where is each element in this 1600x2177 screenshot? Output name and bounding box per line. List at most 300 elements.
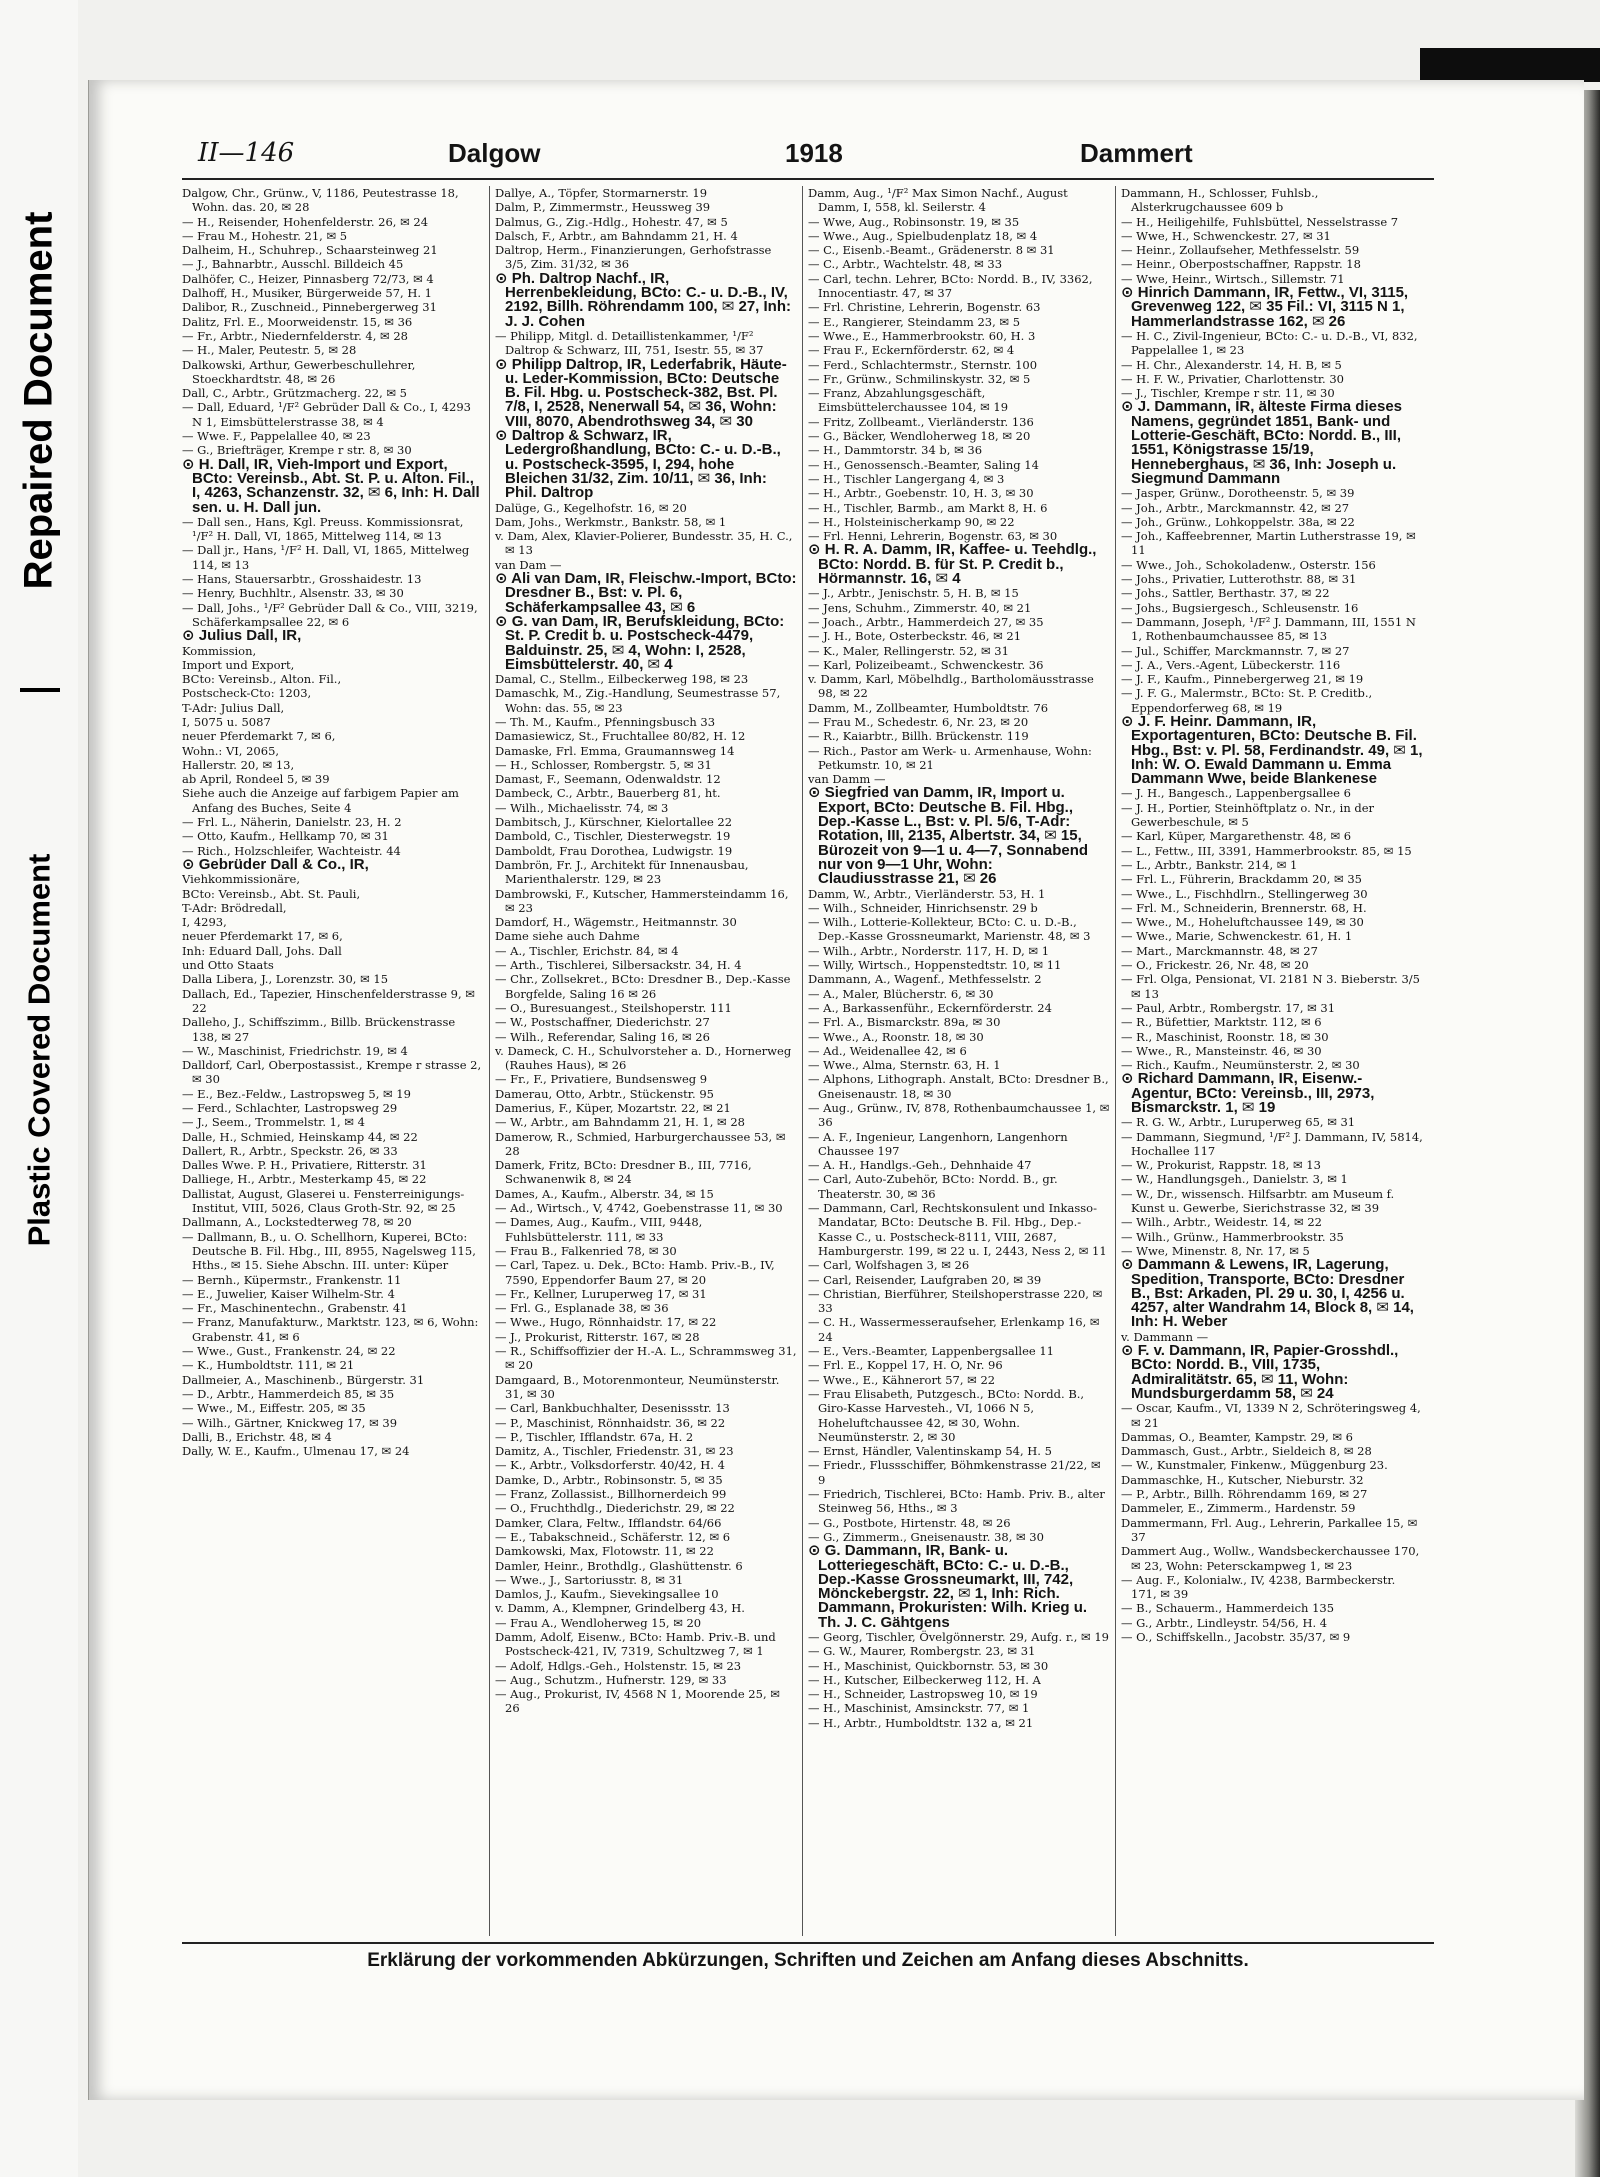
- directory-entry: Damgaard, B., Motorenmonteur, Neumünsterstr. 31, ✉ 30: [495, 1372, 780, 1401]
- directory-entry: T-Adr: Julius Dall,: [182, 700, 285, 715]
- directory-entry: Damboldt, Frau Dorothea, Ludwigstr. 19: [495, 843, 733, 858]
- directory-entry: — Fr., F., Privatiere, Bundsensweg 9: [495, 1072, 708, 1087]
- directory-entry: — Wwe. F., Pappelallee 40, ✉ 23: [182, 429, 371, 444]
- directory-entry: — Paul, Arbtr., Rombergstr. 17, ✉ 31: [1121, 1000, 1336, 1015]
- directory-entry: — Fr., Grünw., Schmilinskystr. 32, ✉ 5: [808, 371, 1031, 386]
- directory-entry: Hallerstr. 20, ✉ 13,: [182, 757, 295, 772]
- directory-entry: — H., Tischler, Barmb., am Markt 8, H. 6: [808, 500, 1048, 515]
- directory-entry: — Wilh., Lotterie-Kollekteur, BCto: C. u. D.-B., Dep.-Kasse Grossneumarkt, Marienstr. 48, ✉ 3: [808, 915, 1091, 944]
- directory-entry: Inh: Eduard Dall, Johs. Dall: [182, 943, 342, 958]
- directory-entry: — Frl. Christine, Lehrerin, Bogenstr. 63: [808, 300, 1041, 315]
- directory-entry: — E., Bez.-Feldw., Lastropsweg 5, ✉ 19: [182, 1086, 411, 1101]
- directory-entry: — Frl. G., Esplanade 38, ✉ 36: [495, 1301, 669, 1316]
- directory-entry: Dalüge, G., Kegelhofstr. 16, ✉ 20: [495, 500, 687, 515]
- directory-entry: ⊙ G. Dammann, IR, Bank- u. Lotteriegeschäft, BCto: C.- u. D.-B., Dep.-Kasse Grossneumarkt, III, 742, Mönckebergstr. 22, ✉ 1, Inh: Rich. Dammann, Prokuristen: Wilh. Krieg u. Th. J. C. Gähtgens: [808, 1542, 1088, 1631]
- directory-entry: neuer Pferdemarkt 17, ✉ 6,: [182, 929, 343, 944]
- repaired-document-label: [0, 120, 78, 680]
- directory-entry: — Wwe., Gust., Frankenstr. 24, ✉ 22: [182, 1344, 396, 1359]
- directory-entry: — Karl, Küper, Margarethenstr. 48, ✉ 6: [1121, 829, 1352, 844]
- directory-entry: — Wwe., E., Kähnerort 57, ✉ 22: [808, 1372, 996, 1387]
- directory-entry: — Fritz, Zollbeamt., Vierländerstr. 136: [808, 414, 1034, 429]
- directory-entry: — Frl. A., Bismarckstr. 89a, ✉ 30: [808, 1015, 1001, 1030]
- directory-entry: — Heinr., Zollaufseher, Methfesselstr. 59: [1121, 243, 1360, 258]
- directory-entry: — Wwe., R., Mansteinstr. 46, ✉ 30: [1121, 1043, 1322, 1058]
- directory-entry: — Frau A., Wendloherweg 15, ✉ 20: [495, 1615, 702, 1630]
- directory-entry: Dames, A., Kaufm., Alberstr. 34, ✉ 15: [495, 1186, 714, 1201]
- directory-entry: I, 5075 u. 5087: [182, 714, 271, 729]
- directory-entry: — Wwe., M., Eiffestr. 205, ✉ 35: [182, 1401, 366, 1416]
- directory-entry: — Aug., Schutzm., Hufnerstr. 129, ✉ 33: [495, 1672, 727, 1687]
- directory-entry: Dallach, Ed., Tapezier, Hinschenfelderstrasse 9, ✉ 22: [182, 986, 475, 1015]
- directory-entry: — Jasper, Grünw., Dorotheenstr. 5, ✉ 39: [1121, 486, 1355, 501]
- directory-entry: — H., Reisender, Hohenfelderstr. 26, ✉ 24: [182, 214, 429, 229]
- directory-entry: — Wilh., Grünw., Hammerbrookstr. 35: [1121, 1229, 1344, 1244]
- directory-entry: Dallmann, A., Lockstedterweg 78, ✉ 20: [182, 1215, 412, 1230]
- directory-entry: Dambeck, C., Arbtr., Bauerberg 81, ht.: [495, 786, 721, 801]
- directory-entry: BCto: Vereinsb., Alton. Fil.,: [182, 672, 342, 687]
- directory-entry: — Karl, Polizeibeamt., Schwenckestr. 36: [808, 657, 1044, 672]
- directory-entry: — Dall, Eduard, ¹/F² Gebrüder Dall & Co., I, 4293 N 1, Eimsbüttelerstrasse 38, ✉ 4: [182, 400, 471, 429]
- directory-entry: Dammaschke, H., Kutscher, Nieburstr. 32: [1121, 1472, 1364, 1487]
- directory-entry: — Dammann, Siegmund, ¹/F² J. Dammann, IV, 5814, Hochallee 117: [1121, 1129, 1423, 1158]
- directory-entry: ⊙ H. Dall, IR, Vieh-Import und Export, BCto: Vereinsb., Abt. St. P. u. Alton. Fil., I, 4263, Schanzenstr. 32, ✉ 6, Inh: H. Dall sen. u. H. Dall jun.: [182, 455, 480, 516]
- directory-entry: — A. F., Ingenieur, Langenhorn, Langenhorn Chaussee 197: [808, 1129, 1068, 1158]
- directory-entry: — Wwe., Hugo, Rönnhaidstr. 17, ✉ 22: [495, 1315, 717, 1330]
- directory-entry: — Oscar, Kaufm., VI, 1339 N 2, Schröteringsweg 4, ✉ 21: [1121, 1401, 1421, 1430]
- column-divider: [489, 186, 490, 1936]
- sidebar-label-strip: [0, 0, 78, 2177]
- directory-entry: — Joach., Arbtr., Hammerdeich 27, ✉ 35: [808, 614, 1044, 629]
- directory-entry: Dalmus, G., Zig.-Hdlg., Hohestr. 47, ✉ 5: [495, 214, 728, 229]
- directory-entry: — Wilh., Arbtr., Weidestr. 14, ✉ 22: [1121, 1215, 1322, 1230]
- directory-entry: ⊙ Philipp Daltrop, IR, Lederfabrik, Häute- u. Leder-Kommission, BCto: Deutsche B. Fil. Hbg. u. Postscheck-382, Bst. Pl. 7/8, I, 2528, Nenerwall 54, ✉ 36, Wohn: VIII, 8070, Abendrothsweg 34, ✉ 30: [495, 355, 787, 430]
- directory-entry: — Dall jr., Hans, ¹/F² H. Dall, VI, 1865, Mittelweg 114, ✉ 13: [182, 543, 470, 572]
- directory-entry: — Wilh., Schneider, Hinrichsenstr. 29 b: [808, 900, 1038, 915]
- directory-entry: Dalle, H., Schmied, Heinskamp 44, ✉ 22: [182, 1129, 418, 1144]
- directory-entry: T-Adr: Brödredall,: [182, 900, 287, 915]
- directory-entry: — H. F. W., Privatier, Charlottenstr. 30: [1121, 371, 1345, 386]
- directory-entry: v. Dam, Alex, Klavier-Polierer, Bundesstr. 35, H. C., ✉ 13: [495, 529, 793, 558]
- directory-entry: Damlos, J., Kaufm., Sievekingsallee 10: [495, 1587, 719, 1602]
- directory-entry: — Wwe, Heinr., Wirtsch., Sillemstr. 71: [1121, 271, 1345, 286]
- directory-entry: Dalleho, J., Schiffszimm., Billb. Brückenstrasse 138, ✉ 27: [182, 1015, 456, 1044]
- directory-entry: — Frau B., Falkenried 78, ✉ 30: [495, 1243, 677, 1258]
- directory-entry: — Rich., Holzschleifer, Wachteistr. 44: [182, 843, 401, 858]
- directory-entry: Dalliege, H., Arbtr., Mesterkamp 45, ✉ 22: [182, 1172, 427, 1187]
- directory-entry: — Otto, Kaufm., Hellkamp 70, ✉ 31: [182, 829, 389, 844]
- header-rule: [182, 178, 1434, 180]
- directory-entry: ⊙ J. F. Heinr. Dammann, IR, Exportagenturen, BCto: Deutsche B. Fil. Hbg., Bst: v. Pl. 58, Ferdinandstr. 49, ✉ 1, Inh: W. O. Ewald Dammann u. Emma Dammann Wwe, beide Blankenese: [1121, 712, 1423, 788]
- directory-entry: — H., Arbtr., Goebenstr. 10, H. 3, ✉ 30: [808, 486, 1034, 501]
- directory-entry: ⊙ Siegfried van Damm, IR, Import u. Export, BCto: Deutsche B. Fil. Hbg., Dep.-Kasse L., Bst: v. Pl. 5/6, T-Adr: Rotation, III, 2135, Albertstr. 34, ✉ 15, Bürozeit von 9—1 u. 4—7, Sonnabend nur von 9—1 Uhr, Wohn: Claudiusstrasse 21, ✉ 26: [808, 784, 1089, 888]
- directory-entry: — Wwe., Aug., Spielbudenplatz 18, ✉ 4: [808, 228, 1038, 243]
- directory-entry: Damerk, Fritz, BCto: Dresdner B., III, 7716, Schwanenwik 8, ✉ 24: [495, 1158, 752, 1187]
- directory-entry: Postscheck-Cto: 1203,: [182, 686, 312, 701]
- directory-entry: — Dammann, Carl, Rechtskonsulent und Inkasso-Mandatar, BCto: Deutsche B. Fil. Hbg., Dep.-Kasse C., u. Postscheck-8111, VIII, 2687, Hamburgerstr. 199, ✉ 22 u. I, 2443, Ness 2, ✉ 11: [808, 1201, 1107, 1258]
- directory-entry: — Friedrich, Tischlerei, BCto: Hamb. Priv. B., alter Steinweg 56, Hths., ✉ 3: [808, 1487, 1105, 1516]
- directory-entry: — A. H., Handlgs.-Geh., Dehnhaide 47: [808, 1158, 1032, 1173]
- directory-entry: Dambrowski, F., Kutscher, Hammersteindamm 16, ✉ 23: [495, 886, 789, 915]
- directory-entry: — W., Arbtr., am Bahndamm 21, H. 1, ✉ 28: [495, 1115, 745, 1130]
- directory-entry: — A., Tischler, Erichstr. 84, ✉ 4: [495, 943, 679, 958]
- directory-entry: — R., Schiffsoffizier der H.-A. L., Schrammsweg 31, ✉ 20: [495, 1344, 797, 1373]
- directory-entry: — H., Schneider, Lastropsweg 10, ✉ 19: [808, 1687, 1038, 1702]
- directory-entry: — H., Holsteinischerkamp 90, ✉ 22: [808, 514, 1015, 529]
- directory-entry: — B., Schauerm., Hammerdeich 135: [1121, 1601, 1335, 1616]
- directory-entry: Damerau, Otto, Arbtr., Stückenstr. 95: [495, 1086, 714, 1101]
- directory-entry: — Adolf, Hdlgs.-Geh., Holstenstr. 15, ✉ 23: [495, 1658, 742, 1673]
- directory-entry: v. Dammann —: [1121, 1329, 1209, 1344]
- directory-entry: — Friedr., Flussschiffer, Böhmkenstrasse 21/22, ✉ 9: [808, 1458, 1101, 1487]
- directory-entry: Damm, M., Zollbeamter, Humboldtstr. 76: [808, 700, 1049, 715]
- directory-entry: ⊙ Dammann & Lewens, IR, Lagerung, Spedition, Transporte, BCto: Dresdner B., Bst: Arkaden, Pl. 29 u. 30, I, 4256 u. 4257, alter Wandrahm 14, Block 8, ✉ 14, Inh: H. Weber: [1121, 1256, 1414, 1331]
- directory-entry: Damerius, F., Küper, Mozartstr. 22, ✉ 21: [495, 1101, 731, 1115]
- directory-entry: — Frl. L., Näherin, Danielstr. 23, H. 2: [182, 815, 402, 830]
- directory-entry: — Frau M., Hohestr. 21, ✉ 5: [182, 228, 348, 243]
- directory-entry: — Alphons, Lithograph. Anstalt, BCto: Dresdner B., Gneisenaustr. 18, ✉ 30: [808, 1072, 1109, 1101]
- directory-entry: — Carl, Wolfshagen 3, ✉ 26: [808, 1258, 970, 1273]
- directory-entry: — E., Tabakschneid., Schäferstr. 12, ✉ 6: [495, 1529, 731, 1544]
- directory-entry: — R., Kaiarbtr., Billh. Brückenstr. 119: [808, 729, 1029, 744]
- directory-entry: — H., Maschinist, Quickbornstr. 53, ✉ 30: [808, 1658, 1049, 1673]
- repaired-document-text: Repaired Document: [16, 211, 61, 589]
- directory-entry: ⊙ Gebrüder Dall & Co., IR,: [182, 855, 369, 873]
- directory-entry: und Otto Staats: [182, 958, 274, 973]
- directory-entry: ⊙ F. v. Dammann, IR, Papier-Grosshdl., BCto: Nordd. B., VIII, 1735, Admiralitätstr. 65, ✉ 11, Wohn: Mundsburgerdamm 58, ✉ 24: [1121, 1342, 1399, 1402]
- header-left-word: Dalgow: [448, 138, 541, 168]
- directory-entry: — H., Kutscher, Eilbeckerweg 112, H. A: [808, 1672, 1041, 1687]
- directory-entry: van Damm —: [808, 772, 886, 787]
- directory-entry: — H., Arbtr., Humboldtstr. 132 a, ✉ 21: [808, 1715, 1034, 1730]
- directory-entry: Damm, Aug., ¹/F² Max Simon Nachf., August Damm, I, 558, kl. Seilerstr. 4: [808, 186, 1068, 215]
- directory-entry: — K., Arbtr., Volksdorferstr. 40/42, H. 4: [495, 1458, 725, 1473]
- directory-entry: Kommission,: [182, 643, 257, 658]
- directory-entry: Dambitsch, J., Kürschner, Kielortallee 22: [495, 815, 733, 830]
- directory-entry: v. Dameck, C. H., Schulvorsteher a. D., Hornerweg (Rauhes Haus), ✉ 26: [495, 1043, 792, 1073]
- directory-entry: Dallistat, August, Glaserei u. Fensterreinigungs-Institut, VIII, 5026, Claus Groth-Str. 92, ✉ 25: [182, 1186, 465, 1216]
- directory-entry: — J. H., Bangesch., Lappenbergsallee 6: [1121, 786, 1351, 801]
- directory-entry: — J. F. G., Malermstr., BCto: St. P. Creditb., Eppendorferweg 68, ✉ 19: [1121, 686, 1373, 715]
- directory-entry: — Carl, Bankbuchhalter, Desenissstr. 13: [495, 1401, 730, 1416]
- directory-entry: Dalsch, F., Arbtr., am Bahndamm 21, H. 4: [495, 228, 738, 243]
- directory-entry: — Frl. Henni, Lehrerin, Bogenstr. 63, ✉ 30: [808, 529, 1058, 544]
- directory-entry: Damm, Adolf, Eisenw., BCto: Hamb. Priv.-B. und Postscheck-421, IV, 7319, Schultzweg 7, ✉ 1: [495, 1629, 776, 1659]
- directory-entry: Dalitz, Frl. E., Moorweidenstr. 15, ✉ 36: [182, 314, 413, 329]
- directory-entry: ⊙ Julius Dall, IR,: [182, 627, 302, 645]
- directory-entry: — J., Prokurist, Ritterstr. 167, ✉ 28: [495, 1329, 700, 1344]
- directory-entry: Damdorf, H., Wägemstr., Heitmannstr. 30: [495, 915, 737, 930]
- header-right-word: Dammert: [1080, 138, 1193, 168]
- directory-entry: — J., Seem., Trommelstr. 1, ✉ 4: [182, 1115, 365, 1130]
- directory-entry: — Jens, Schuhm., Zimmerstr. 40, ✉ 21: [808, 600, 1032, 615]
- directory-entry: Damler, Heinr., Brothdlg., Glashüttenstr. 6: [495, 1558, 743, 1573]
- directory-entry: — H. C., Zivil-Ingenieur, BCto: C.- u. D.-B., VI, 832, Pappelallee 1, ✉ 23: [1121, 328, 1418, 358]
- directory-entry: — Carl, techn. Lehrer, BCto: Nordd. B., IV, 3362, Innocentiastr. 47, ✉ 37: [808, 271, 1093, 301]
- directory-entry: — Wwe., Marie, Schwenckestr. 61, H. 1: [1121, 929, 1353, 944]
- directory-entry: — R. G. W., Arbtr., Luruperweg 65, ✉ 31: [1121, 1115, 1356, 1130]
- directory-entry: Daltrop, Herm., Finanzierungen, Gerhofstrasse 3/5, Zim. 31/32, ✉ 36: [495, 243, 772, 272]
- directory-entry: Dalles Wwe. P. H., Privatiere, Ritterstr. 31: [182, 1158, 427, 1173]
- directory-entry: — Arth., Tischlerei, Silbersackstr. 34, H. 4: [495, 958, 742, 973]
- directory-entry: Damal, C., Stellm., Eilbeckerweg 198, ✉ 23: [495, 672, 749, 687]
- directory-entry: — Johs., Privatier, Lutterothstr. 88, ✉ 31: [1121, 572, 1357, 587]
- directory-entry: — G., Bäcker, Wendloherweg 18, ✉ 20: [808, 429, 1031, 444]
- directory-entry: — Frau M., Schedestr. 6, Nr. 23, ✉ 20: [808, 714, 1029, 729]
- directory-entry: — Joh., Arbtr., Marckmannstr. 42, ✉ 27: [1121, 500, 1350, 515]
- directory-entry: — L., Fettw., III, 3391, Hammerbrookstr. 85, ✉ 15: [1121, 843, 1412, 858]
- directory-entry: Damerow, R., Schmied, Harburgerchaussee 53, ✉ 28: [495, 1129, 786, 1158]
- directory-entry: Damaschk, M., Zig.-Handlung, Seumestrasse 57, Wohn: das. 55, ✉ 23: [495, 686, 781, 715]
- footer-rule: [182, 1942, 1434, 1944]
- directory-entry: — Frl. Olga, Pensionat, VI. 2181 N 3. Bieberstr. 3/5 ✉ 13: [1121, 972, 1420, 1001]
- directory-entry: Dalm, P., Zimmermstr., Heussweg 39: [495, 200, 711, 215]
- directory-entry: — Ferd., Schlachtermstr., Sternstr. 100: [808, 357, 1038, 372]
- directory-entry: — Wilh., Arbtr., Norderstr. 117, H. D, ✉ 1: [808, 943, 1050, 958]
- directory-entry: — W., Maschinist, Friedrichstr. 19, ✉ 4: [182, 1043, 408, 1058]
- directory-entry: Dalhoff, H., Musiker, Bürgerweide 57, H. 1: [182, 286, 433, 301]
- directory-entry: — C., Arbtr., Wachtelstr. 48, ✉ 33: [808, 257, 1003, 272]
- directory-entry: Dally, W. E., Kaufm., Ulmenau 17, ✉ 24: [182, 1444, 410, 1459]
- directory-entry: — Carl, Tapez. u. Dek., BCto: Hamb. Priv.-B., IV, 7590, Eppendorfer Baum 27, ✉ 20: [495, 1258, 775, 1287]
- directory-entry: I, 4293,: [182, 915, 227, 930]
- directory-entry: — Wwe, Minenstr. 8, Nr. 17, ✉ 5: [1121, 1243, 1310, 1258]
- directory-entry: — Frau F., Eckernförderstr. 62, ✉ 4: [808, 343, 1015, 358]
- directory-entry: — Willy, Wirtsch., Hoppenstedtstr. 10, ✉ 11: [808, 958, 1062, 973]
- directory-entry: — Dallmann, B., u. O. Schellhorn, Kuperei, BCto: Deutsche B. Fil. Hbg., III, 8955, Nagelsweg 115, Hths., ✉ 15. Siehe Abschn. III. unter: Küper: [182, 1229, 476, 1273]
- directory-entry: Dammert Aug., Wollw., Wandsbeckerchaussee 170, ✉ 23, Wohn: Petersckampweg 1, ✉ 23: [1121, 1544, 1420, 1573]
- directory-entry: — Franz, Zollassist., Billhornerdeich 99: [495, 1487, 727, 1502]
- directory-entry: Dambold, C., Tischler, Diesterwegstr. 19: [495, 829, 731, 844]
- directory-entry: — Johs., Sattler, Berthastr. 37, ✉ 22: [1121, 586, 1330, 601]
- directory-entry: — Heinr., Oberpostschaffner, Rappstr. 18: [1121, 257, 1361, 272]
- directory-entry: — P., Tischler, Ifflandstr. 67a, H. 2: [495, 1429, 694, 1444]
- directory-entry: — Frau Elisabeth, Putzgesch., BCto: Nordd. B., Giro-Kasse Harvesteh., VI, 1066 N 5, Hoheluftchaussee 42, ✉ 30, Wohn. Neumünsterstr. 2, ✉ 30: [808, 1386, 1085, 1444]
- directory-entry: — O., Schiffskelln., Jacobstr. 35/37, ✉ 9: [1121, 1629, 1351, 1644]
- directory-entry: Damitz, A., Tischler, Friedenstr. 31, ✉ 23: [495, 1444, 734, 1459]
- directory-entry: Dalheim, H., Schuhrep., Schaarsteinweg 21: [182, 243, 438, 258]
- directory-entry: — H., Schlosser, Rombergstr. 5, ✉ 31: [495, 757, 712, 772]
- directory-entry: — Wwe., L., Fischhdlrn., Stellingerweg 30: [1121, 886, 1368, 901]
- directory-entry: — Henry, Buchhltr., Alsenstr. 33, ✉ 30: [182, 586, 404, 601]
- directory-entry: — Wilh., Gärtner, Knickweg 17, ✉ 39: [182, 1415, 398, 1430]
- directory-entry: Dammeler, E., Zimmerm., Hardenstr. 59: [1121, 1501, 1356, 1516]
- directory-entry: ⊙ H. R. A. Damm, IR, Kaffee- u. Teehdlg., BCto: Nordd. B. für St. P. Credit b., Hörmannstr. 16, ✉ 4: [808, 541, 1097, 588]
- directory-entry: ⊙ Ph. Daltrop Nachf., IR, Herrenbekleidung, BCto: C.- u. D.-B., IV, 2192, Billh. Röhrendamm 100, ✉ 27, Inh: J. J. Cohen: [495, 269, 791, 330]
- directory-entry: — W., Handlungsgeh., Danielstr. 3, ✉ 1: [1121, 1172, 1348, 1187]
- directory-entry: — Hans, Stauersarbtr., Grosshaidestr. 13: [182, 572, 422, 587]
- directory-column-3: [808, 186, 1110, 1936]
- directory-entry: — Franz, Abzahlungsgeschäft, Eimsbüttelerchaussee 104, ✉ 19: [808, 386, 1009, 415]
- directory-entry: — J. H., Bote, Osterbeckstr. 46, ✉ 21: [808, 629, 1022, 644]
- directory-entry: — H., Tischler Langergang 4, ✉ 3: [808, 471, 1005, 486]
- directory-entry: — Wwe., E., Hammerbrookstr. 60, H. 3: [808, 328, 1036, 343]
- directory-entry: — Philipp, Mitgl. d. Detaillistenkammer, ¹/F² Daltrop & Schwarz, III, 751, Isestr. 55, ✉ 37: [495, 328, 764, 358]
- directory-entry: — H., Heiligehilfe, Fuhlsbüttel, Nesselstrasse 7: [1121, 214, 1399, 229]
- plastic-covered-text: Plastic Covered Document: [21, 853, 57, 1247]
- directory-entry: — Wwe., Alma, Sternstr. 63, H. 1: [808, 1058, 1001, 1073]
- directory-entry: Damke, D., Arbtr., Robinsonstr. 5, ✉ 35: [495, 1472, 723, 1487]
- directory-entry: — D., Arbtr., Hammerdeich 85, ✉ 35: [182, 1386, 395, 1401]
- directory-entry: Damm, W., Arbtr., Vierländerstr. 53, H. 1: [808, 886, 1046, 901]
- directory-entry: — Chr., Zollsekret., BCto: Dresdner B., Dep.-Kasse Borgfelde, Saling 16 ✉ 26: [495, 972, 791, 1001]
- directory-entry: v. Damm, A., Klempner, Grindelberg 43, H.: [495, 1601, 745, 1616]
- header-year: 1918: [785, 138, 843, 168]
- directory-entry: Dallye, A., Töpfer, Stormarnerstr. 19: [495, 186, 708, 200]
- directory-entry: — Dall, Johs., ¹/F² Gebrüder Dall & Co., VIII, 3219, Schäferkampsallee 22, ✉ 6: [182, 600, 478, 629]
- directory-entry: v. Damm, Karl, Möbelhdlg., Bartholomäusstrasse 98, ✉ 22: [808, 672, 1094, 701]
- directory-entry: — Ad., Wirtsch., V, 4742, Goebenstrasse 11, ✉ 30: [495, 1201, 783, 1216]
- directory-entry: — P., Arbtr., Billh. Röhrendamm 169, ✉ 27: [1121, 1487, 1368, 1502]
- directory-entry: — G. W., Maurer, Rombergstr. 23, ✉ 31: [808, 1644, 1036, 1659]
- directory-entry: — W., Prokurist, Rappstr. 18, ✉ 13: [1121, 1158, 1321, 1173]
- directory-entry: — H., Maler, Peutestr. 5, ✉ 28: [182, 343, 357, 358]
- directory-entry: Damaske, Frl. Emma, Graumannsweg 14: [495, 743, 735, 758]
- directory-entry: — Ernst, Händler, Valentinskamp 54, H. 5: [808, 1444, 1052, 1459]
- directory-entry: — Wwe., J., Sartoriusstr. 8, ✉ 31: [495, 1572, 684, 1587]
- directory-entry: Dambrön, Fr. J., Architekt für Innenausbau, Marienthalerstr. 129, ✉ 23: [495, 857, 749, 887]
- directory-entry: — H., Maschinist, Amsinckstr. 77, ✉ 1: [808, 1701, 1030, 1716]
- directory-entry: ⊙ G. van Dam, IR, Berufskleidung, BCto: St. P. Credit b. u. Postscheck-4479, Balduinstr. 25, ✉ 4, Wohn: I, 2528, Eimsbüttelerstr. 40, ✉ 4: [495, 612, 785, 673]
- directory-entry: Dalgow, Chr., Grünw., V, 1186, Peutestrasse 18, Wohn. das. 20, ✉ 28: [182, 186, 459, 215]
- directory-entry: — W., Postschaffner, Diederichstr. 27: [495, 1015, 710, 1030]
- directory-entry: — Rich., Kaufm., Neumünsterstr. 2, ✉ 30: [1121, 1058, 1360, 1073]
- directory-entry: — Aug., Prokurist, IV, 4568 N 1, Moorende 25, ✉ 26: [495, 1687, 780, 1716]
- footer-note: Erklärung der vorkommenden Abkürzungen, Schriften und Zeichen am Anfang dieses Abschnitts.: [367, 1950, 1249, 1971]
- directory-entry: — Wilh., Michaelisstr. 74, ✉ 3: [495, 800, 669, 815]
- directory-entry: Dalli, B., Erichstr. 48, ✉ 4: [182, 1429, 332, 1444]
- directory-entry: Import und Export,: [182, 657, 295, 672]
- directory-entry: neuer Pferdemarkt 7, ✉ 6,: [182, 729, 336, 744]
- directory-entry: — H. Chr., Alexanderstr. 14, H. B, ✉ 5: [1121, 357, 1342, 372]
- directory-entry: — Wwe., A., Roonstr. 18, ✉ 30: [808, 1029, 984, 1044]
- directory-entry: Damasiewicz, St., Fruchtallee 80/82, H. 12: [495, 729, 746, 744]
- directory-entry: — G., Zimmerm., Gneisenaustr. 38, ✉ 30: [808, 1529, 1044, 1544]
- directory-entry: — Carl, Reisender, Laufgraben 20, ✉ 39: [808, 1272, 1042, 1287]
- directory-column-1: [182, 186, 484, 1936]
- directory-entry: — Bernh., Küpermstr., Frankenstr. 11: [182, 1272, 402, 1287]
- directory-entry: — Aug., Grünw., IV, 878, Rothenbaumchaussee 1, ✉ 36: [808, 1101, 1110, 1130]
- directory-entry: ⊙ Hinrich Dammann, IR, Fettw., VI, 3115, Grevenweg 122, ✉ 35 Fil.: VI, 3115 N 1, Hammerlandstrasse 162, ✉ 26: [1121, 284, 1409, 330]
- directory-entry: — E., Vers.-Beamter, Lappenbergsallee 11: [808, 1344, 1054, 1359]
- directory-entry: — P., Maschinist, Rönnhaidstr. 36, ✉ 22: [495, 1415, 726, 1430]
- directory-entry: — E., Juwelier, Kaiser Wilhelm-Str. 4: [182, 1286, 395, 1301]
- directory-entry: — E., Rangierer, Steindamm 23, ✉ 5: [808, 314, 1021, 329]
- directory-entry: Dalhöfer, C., Heizer, Pinnasberg 72/73, ✉ 4: [182, 271, 434, 286]
- directory-entry: Dalibor, R., Zuschneid., Pinnebergerweg 31: [182, 300, 437, 315]
- directory-entry: Dalldorf, Carl, Oberpostassist., Krempe r strasse 2, ✉ 30: [182, 1058, 482, 1087]
- directory-entry: — O., Fruchthdlg., Diederichstr. 29, ✉ 22: [495, 1501, 735, 1516]
- directory-entry: Dallert, R., Arbtr., Speckstr. 26, ✉ 33: [182, 1143, 398, 1158]
- directory-entry: — J., Arbtr., Jenischstr. 5, H. B, ✉ 15: [808, 586, 1019, 601]
- column-divider: [1115, 186, 1116, 1936]
- directory-entry: Dam, Johs., Werkmstr., Bankstr. 58, ✉ 1: [495, 514, 727, 529]
- directory-entry: — Dammann, Joseph, ¹/F² J. Dammann, III, 1551 N 1, Rothenbaumchaussee 85, ✉ 13: [1121, 614, 1416, 644]
- directory-entry: — L., Arbtr., Bankstr. 214, ✉ 1: [1121, 857, 1298, 872]
- directory-entry: — K., Humboldtstr. 111, ✉ 21: [182, 1358, 355, 1373]
- directory-entry: Damker, Clara, Feltw., Ifflandstr. 64/66: [495, 1515, 722, 1530]
- directory-entry: — R., Büfettier, Marktstr. 112, ✉ 6: [1121, 1015, 1322, 1030]
- directory-column-2: [495, 186, 797, 1936]
- directory-entry: — Frl. E., Koppel 17, H. O, Nr. 96: [808, 1358, 1003, 1373]
- directory-entry: — W., Dr., wissensch. Hilfsarbtr. am Museum f. Kunst u. Gewerbe, Sierichstrasse 32, ✉ 39: [1121, 1186, 1395, 1216]
- directory-entry: — Georg, Tischler, Övelgönnerstr. 29, Aufg. r., ✉ 19: [808, 1629, 1109, 1644]
- directory-entry: — R., Maschinist, Roonstr. 18, ✉ 30: [1121, 1029, 1329, 1044]
- directory-entry: — J. A., Vers.-Agent, Lübeckerstr. 116: [1121, 657, 1341, 672]
- directory-entry: — Franz, Manufakturw., Marktstr. 123, ✉ 6, Wohn: Grabenstr. 41, ✉ 6: [182, 1315, 479, 1344]
- directory-entry: — Th. M., Kaufm., Pfenningsbusch 33: [495, 714, 716, 729]
- directory-entry: — Johs., Bugsiergesch., Schleusenstr. 16: [1121, 600, 1359, 615]
- directory-entry: Dammasch, Gust., Arbtr., Sieldeich 8, ✉ 28: [1121, 1444, 1372, 1459]
- directory-entry: — Joh., Kaffeebrenner, Martin Lutherstrasse 19, ✉ 11: [1121, 529, 1416, 558]
- directory-entry: Siehe auch die Anzeige auf farbigem Papier am Anfang des Buches, Seite 4: [182, 786, 459, 815]
- directory-entry: — W., Kunstmaler, Finkenw., Müggenburg 23.: [1121, 1458, 1388, 1473]
- directory-entry: — Fr., Arbtr., Niedernfelderstr. 4, ✉ 28: [182, 328, 408, 343]
- directory-entry: Damast, F., Seemann, Odenwaldstr. 12: [495, 772, 721, 787]
- directory-entry: — K., Maler, Rellingerstr. 52, ✉ 31: [808, 643, 1009, 658]
- directory-entry: — Dall sen., Hans, Kgl. Preuss. Kommissionsrat, ¹/F² H. Dall, VI, 1865, Mittelweg 114, ✉ 13: [182, 514, 464, 544]
- directory-entry: — Rich., Pastor am Werk- u. Armenhause, Wohn: Petkumstr. 10, ✉ 21: [808, 743, 1092, 772]
- directory-entry: Dallmeier, A., Maschinenb., Bürgerstr. 31: [182, 1372, 425, 1387]
- directory-entry: — Wwe., Joh., Schokoladenw., Osterstr. 156: [1121, 557, 1376, 572]
- directory-entry: — Fr., Kellner, Luruperweg 17, ✉ 31: [495, 1286, 707, 1301]
- directory-entry: — Ad., Weidenallee 42, ✉ 6: [808, 1043, 967, 1058]
- directory-entry: — Carl, Auto-Zubehör, BCto: Nordd. B., gr. Theaterstr. 30, ✉ 36: [808, 1172, 1058, 1201]
- directory-entry: ⊙ Ali van Dam, IR, Fleischw.-Import, BCto: Dresdner B., Bst: v. Pl. 6, Schäferkampsallee 43, ✉ 6: [495, 570, 797, 616]
- directory-entry: Dammas, O., Beamter, Kampstr. 29, ✉ 6: [1121, 1429, 1353, 1444]
- directory-entry: — J. F., Kaufm., Pinnebergerweg 21, ✉ 19: [1121, 672, 1364, 687]
- directory-entry: — G., Arbtr., Lindleystr. 54/56, H. 4: [1121, 1615, 1328, 1630]
- directory-entry: — J., Bahnarbtr., Ausschl. Billdeich 45: [182, 257, 404, 272]
- directory-entry: Dammann, H., Schlosser, Fuhlsb., Alsterkrugchaussee 609 b: [1121, 186, 1319, 215]
- directory-entry: Dall, C., Arbtr., Grützmacherg. 22, ✉ 5: [182, 386, 407, 401]
- column-divider: [802, 186, 803, 1936]
- directory-entry: — A., Barkassenführ., Eckernförderstr. 24: [808, 1000, 1052, 1015]
- directory-entry: — Jul., Schiffer, Marckmannstr. 7, ✉ 27: [1121, 643, 1350, 658]
- directory-entry: — Aug. F., Kolonialw., IV, 4238, Barmbeckerstr. 171, ✉ 39: [1121, 1572, 1396, 1602]
- directory-entry: — H., Genossensch.-Beamter, Saling 14: [808, 457, 1039, 472]
- directory-entry: Wohn.: VI, 2065,: [182, 743, 280, 758]
- directory-entry: — Christian, Bierführer, Steilshoperstrasse 220, ✉ 33: [808, 1286, 1103, 1316]
- directory-entry: Dalkowski, Arthur, Gewerbeschullehrer, Stoeckhardtstr. 48, ✉ 26: [182, 357, 416, 386]
- directory-entry: Dame siehe auch Dahme: [495, 929, 640, 944]
- directory-entry: — J. H., Portier, Steinhöftplatz o. Nr., in der Gewerbeschule, ✉ 5: [1121, 800, 1375, 830]
- directory-entry: — C. H., Wassermesseraufseher, Erlenkamp 16, ✉ 24: [808, 1315, 1100, 1344]
- directory-entry: — Wilh., Referendar, Saling 16, ✉ 26: [495, 1029, 710, 1044]
- directory-column-4: [1121, 186, 1423, 1936]
- directory-entry: Dammermann, Frl. Aug., Lehrerin, Parkallee 15, ✉ 37: [1121, 1515, 1418, 1544]
- directory-entry: — Wwe, H., Schwenckestr. 27, ✉ 31: [1121, 228, 1331, 243]
- directory-entry: — Frl. M., Schneiderin, Brennerstr. 68, H.: [1121, 900, 1367, 915]
- directory-entry: van Dam —: [495, 557, 562, 572]
- directory-entry: Dalla Libera, J., Lorenzstr. 30, ✉ 15: [182, 972, 389, 987]
- directory-entry: — Joh., Grünw., Lohkoppelstr. 38a, ✉ 22: [1121, 514, 1355, 529]
- directory-entry: Viehkommissionäre,: [182, 872, 300, 887]
- directory-entry: ab April, Rondeel 5, ✉ 39: [182, 772, 330, 787]
- directory-entry: — Wwe., M., Hoheluftchaussee 149, ✉ 30: [1121, 915, 1364, 930]
- directory-entry: — Mart., Marckmannstr. 48, ✉ 27: [1121, 943, 1318, 958]
- directory-entry: ⊙ Daltrop & Schwarz, IR, Ledergroßhandlung, BCto: C.- u. D.-B., u. Postscheck-3595, I, 294, hohe Bleichen 31/32, Zim. 10/11, ✉ 36, Inh: Phil. Daltrop: [495, 427, 781, 502]
- directory-entry: — Ferd., Schlachter, Lastropsweg 29: [182, 1101, 398, 1115]
- directory-entry: — Wwe, Aug., Robinsonstr. 19, ✉ 35: [808, 214, 1020, 229]
- directory-entry: — Fr., Maschinentechn., Grabenstr. 41: [182, 1301, 408, 1316]
- directory-entry: — A., Maler, Blücherstr. 6, ✉ 30: [808, 986, 994, 1001]
- directory-entry: ⊙ J. Dammann, IR, älteste Firma dieses Namens, gegründet 1851, Bank- und Lotterie-Geschäft, BCto: Nordd. B., III, 1551, Königstrasse 15/19, Henneberghaus, ✉ 36, Inh: Joseph u. Siegmund Dammann: [1121, 398, 1403, 487]
- directory-entry: — H., Dammtorstr. 34 b, ✉ 36: [808, 443, 983, 458]
- directory-entry: — O., Buresuangest., Steilshoperstr. 111: [495, 1000, 732, 1015]
- page-number: II—146: [198, 138, 295, 168]
- directory-entry: Damkowski, Max, Flotowstr. 11, ✉ 22: [495, 1544, 714, 1559]
- label-divider: [20, 688, 60, 692]
